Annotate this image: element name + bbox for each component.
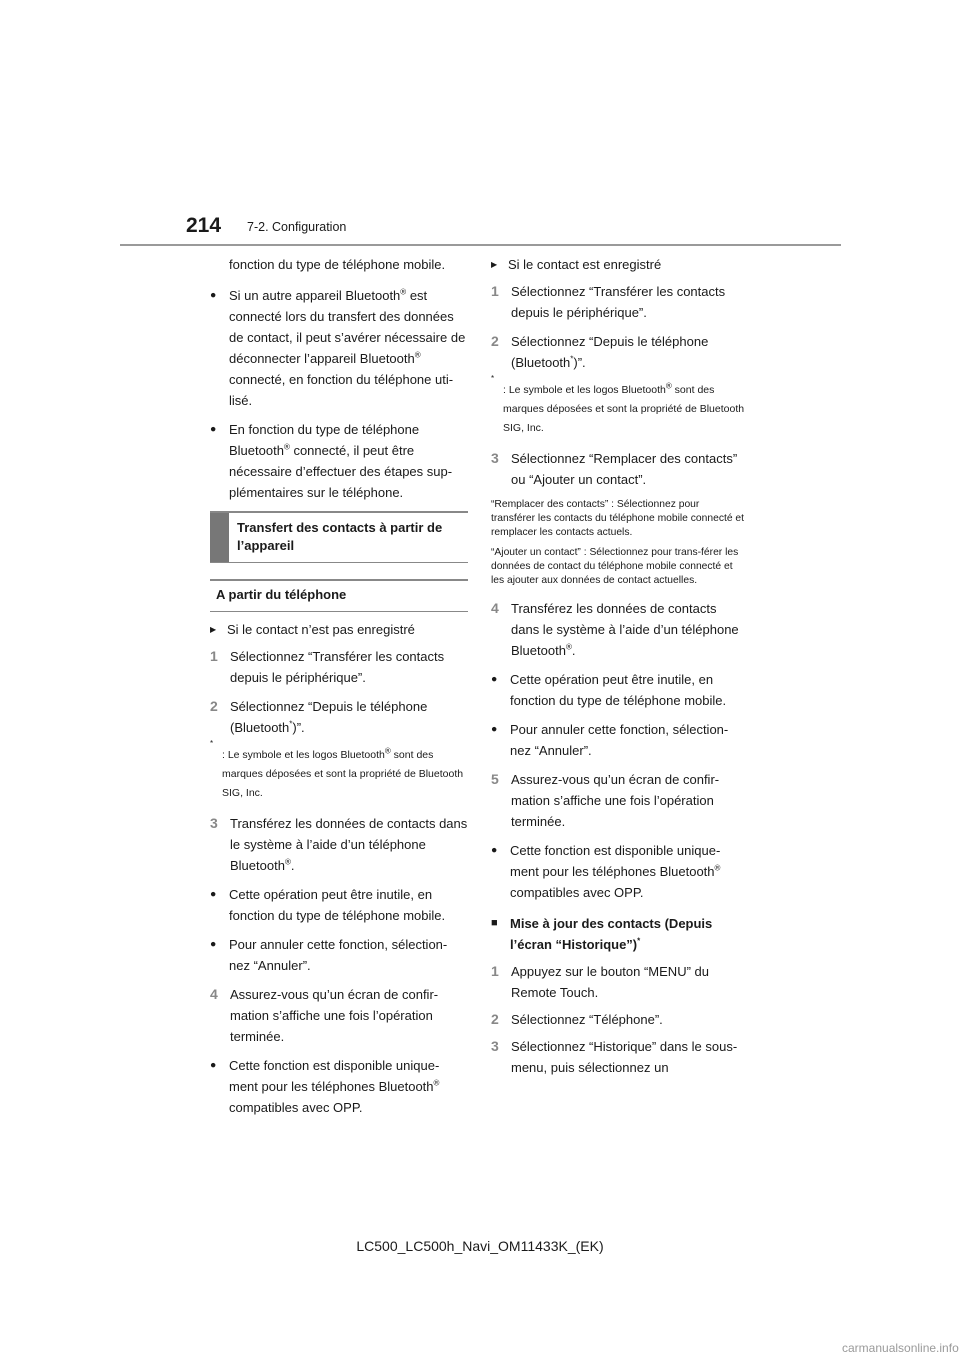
case-label: ▶ Si le contact est enregistré <box>491 254 746 275</box>
step-3: 3 Transférez les données de contacts dans le système à l’aide d’un téléphone Bluetooth®. <box>210 815 468 873</box>
page-number: 214 <box>186 214 222 237</box>
section-heading: Transfert des contacts à partir de l’appareil <box>210 511 468 563</box>
footnote: * : Le symbole et les logos Bluetooth® sont des marques déposées et sont la propriété de Bluetooth SIG, Inc. <box>491 374 745 434</box>
list-item: ● Pour annuler cette fonction, sélection-nez “Annuler”. <box>210 934 468 976</box>
subsection-heading: A partir du téléphone <box>210 579 468 612</box>
list-item: ● Cette fonction est disponible unique-ment pour les téléphones Bluetooth® compatibles avec OPP. <box>210 1055 468 1118</box>
step-2: 2 Sélectionnez “Téléphone”. <box>491 1011 663 1027</box>
list-item: ● Cette fonction est disponible unique-ment pour les téléphones Bluetooth® compatibles avec OPP. <box>491 840 746 903</box>
footnote: * : Le symbole et les logos Bluetooth® sont des marques déposées et sont la propriété de Bluetooth SIG, Inc. <box>210 739 464 799</box>
step-4: 4 Transférez les données de contacts dans le système à l’aide d’un téléphone Bluetooth®. <box>491 600 739 658</box>
step-3: 3 Sélectionnez “Historique” dans le sous-menu, puis sélectionnez un <box>491 1038 738 1075</box>
left-column-top <box>210 254 468 503</box>
subsection-title: ■ Mise à jour des contacts (Depuis l’écran “Historique”)* <box>491 913 746 955</box>
section-title: 7-2. Configuration <box>247 220 347 234</box>
case-label: ▶ Si le contact n’est pas enregistré <box>210 619 468 640</box>
option-description: “Ajouter un contact” : Sélectionnez pour trans-férer les données de contact du téléphone mobile connecté et les ajouter aux données de contact actuelles. <box>491 547 739 586</box>
step-1: 1 Appuyez sur le bouton “MENU” du Remote Touch. <box>491 963 709 1000</box>
left-column-steps <box>210 619 468 1118</box>
step-5: 5 Assurez-vous qu’un écran de confir-mation s’affiche une fois l’opération terminée. <box>491 771 720 829</box>
step-2: 2 Sélectionnez “Depuis le téléphone (Bluetooth*)”. <box>210 698 428 735</box>
list-item: ● Pour annuler cette fonction, sélection-nez “Annuler”. <box>491 719 746 761</box>
step-2: 2 Sélectionnez “Depuis le téléphone (Bluetooth*)”. <box>491 333 709 370</box>
step-1: 1 Sélectionnez “Transférer les contacts depuis le périphérique”. <box>491 283 726 320</box>
step-1: 1 Sélectionnez “Transférer les contacts depuis le périphérique”. <box>210 648 445 685</box>
watermark: carmanualsonline.info <box>842 1341 959 1355</box>
list-item: ● En fonction du type de téléphone Bluetooth® connecté, il peut être nécessaire d’effectuer des étapes sup-plémentaires sur le téléphone. <box>210 419 468 503</box>
heading-bar <box>210 513 229 562</box>
list-item: ● Cette opération peut être inutile, en fonction du type de téléphone mobile. <box>491 669 746 711</box>
header-divider <box>120 244 841 246</box>
step-4: 4 Assurez-vous qu’un écran de confir-mation s’affiche une fois l’opération terminée. <box>210 986 439 1044</box>
document-footer: LC500_LC500h_Navi_OM11433K_(EK) <box>356 1238 604 1254</box>
list-item: ● Si un autre appareil Bluetooth® est connecté lors du transfert des données de contact, il peut s’avérer nécessaire de déconnecter l’appareil Bluetooth® connecté, en fonction du téléphone uti-lisé. <box>210 285 468 411</box>
list-item: ● Cette opération peut être inutile, en fonction du type de téléphone mobile. <box>210 884 468 926</box>
right-column <box>491 254 746 1078</box>
step-3: 3 Sélectionnez “Remplacer des contacts” ou “Ajouter un contact”. <box>491 450 738 487</box>
continued-text: fonction du type de téléphone mobile. <box>229 257 446 272</box>
option-description: “Remplacer des contacts” : Sélectionnez pour transférer les contacts du téléphone mobile connecté et remplacer les contacts actuels. <box>491 499 744 538</box>
